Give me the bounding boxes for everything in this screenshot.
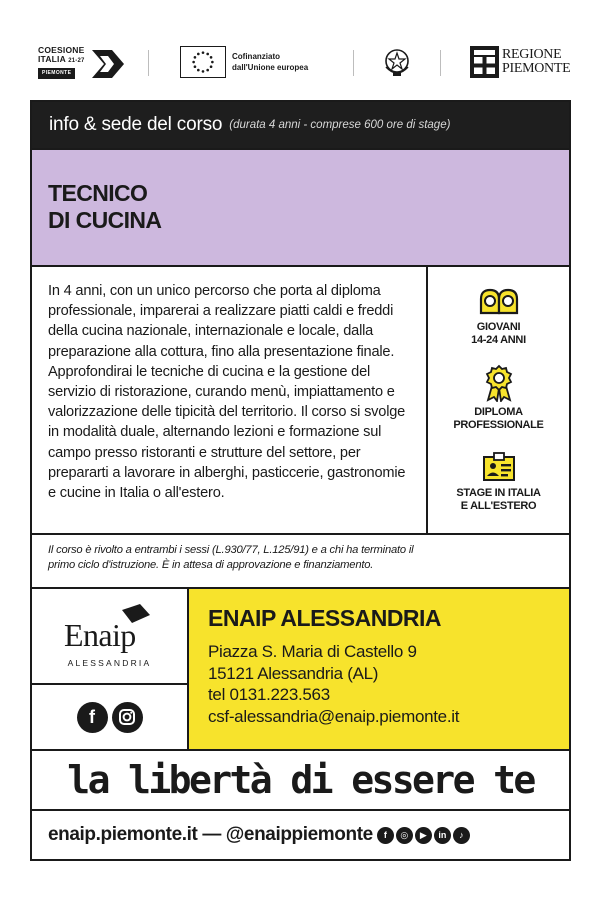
coesione-tag: PIEMONTE — [38, 68, 75, 79]
enaip-logo — [32, 589, 187, 685]
eu-flag-icon — [180, 46, 226, 78]
info-header — [32, 102, 569, 148]
contact-name: ENAIP ALESSANDRIA — [208, 605, 442, 631]
course-description-box — [32, 267, 428, 535]
fact-age — [428, 287, 569, 347]
coesione-italia-logo — [38, 46, 126, 82]
eu-line2: dall'Unione europea — [232, 63, 309, 72]
enaip-social-links — [32, 685, 187, 749]
contact-email[interactable]: csf-alessandria@enaip.piemonte.it — [208, 706, 460, 726]
footer-social-icons — [377, 827, 470, 844]
facebook-icon[interactable]: f — [377, 827, 394, 844]
legal-note — [48, 543, 558, 573]
contact-box — [189, 587, 569, 751]
tiktok-icon[interactable]: ♪ — [453, 827, 470, 844]
italian-republic-emblem-icon — [382, 45, 412, 79]
coesione-line1: COESIONE — [38, 45, 85, 55]
course-facts — [428, 267, 569, 535]
fact-diploma-line1: DIPLOMA — [474, 406, 523, 418]
info-header-title: info & sede del corso — [49, 114, 223, 135]
logo-strip — [30, 40, 575, 88]
enaip-brand-box — [32, 587, 189, 751]
logo-divider — [148, 50, 149, 76]
regione-line2: PIEMONTE — [502, 61, 571, 76]
coesione-years: 21-27 — [68, 58, 85, 64]
fact-age-line2: 14-24 ANNI — [471, 334, 526, 346]
logo-divider — [353, 50, 354, 76]
instagram-icon[interactable]: ◎ — [396, 827, 413, 844]
fact-stage — [428, 451, 569, 513]
fact-diploma — [428, 364, 569, 432]
legal-note-line1: Il corso è rivolto a entrambi i sessi (L.930/77, L.125/91) e a chi ha terminato il — [48, 544, 414, 556]
contact-address: Piazza S. Maria di Castello 9 — [208, 642, 417, 661]
regione-piemonte-logo — [470, 46, 575, 80]
instagram-icon[interactable] — [112, 702, 143, 733]
linkedin-icon[interactable]: in — [434, 827, 451, 844]
course-title — [48, 180, 348, 234]
course-title-band — [32, 148, 569, 267]
id-badge-icon — [482, 451, 516, 483]
award-icon — [482, 364, 516, 402]
course-info-card — [30, 100, 571, 861]
facebook-icon[interactable]: f — [77, 702, 108, 733]
fact-stage-line2: E ALL'ESTERO — [460, 500, 537, 512]
contact-phone[interactable]: tel 0131.223.563 — [208, 685, 330, 704]
course-title-line2: DI CUCINA — [48, 207, 162, 233]
logo-divider — [440, 50, 441, 76]
info-header-subtitle: (durata 4 anni - comprese 600 ore di stage) — [229, 119, 451, 131]
course-title-line1: TECNICO — [48, 180, 148, 206]
legal-note-line2: primo ciclo d'istruzione. È in attesa di approvazione e finanziamento. — [48, 559, 374, 571]
youtube-icon[interactable]: ▶ — [415, 827, 432, 844]
enaip-wordmark: Enaip — [64, 617, 136, 653]
coesione-line2: ITALIA — [38, 54, 66, 64]
enaip-subtitle: ALESSANDRIA — [67, 658, 152, 668]
contact-city: 15121 Alessandria (AL) — [208, 663, 379, 683]
footer — [32, 811, 569, 859]
footer-links[interactable]: enaip.piemonte.it — @enaippiemonte — [48, 824, 373, 845]
piemonte-shield-icon — [470, 46, 499, 78]
course-description: In 4 anni, con un unico percorso che porta al diploma professionale, imparerai a realizzare piatti caldi e freddi della cucina nazionale, internazionale e locale, dalla preparazione alla cottura, fino alla presentazione finale. Approfondirai le tecniche di cucina e la gestione del servizio di ristorazione, curando menù, impiattamento e valorizzazione delle tipicità del territorio. Il corso si svolge in modalità duale, alternando lezioni e formazione sul campo presso ristoranti e strutture del settore, per prepararti a lavorare in alberghi, pasticcerie, gastronomie e cucine in Italia o all'estero. — [48, 283, 406, 502]
fact-stage-line1: STAGE IN ITALIA — [456, 487, 541, 499]
slogan: la libertà di essere te — [32, 751, 569, 811]
fact-age-line1: GIOVANI — [476, 321, 521, 333]
fact-diploma-line2: PROFESSIONALE — [453, 419, 544, 431]
coesione-arrow-icon — [90, 48, 126, 80]
regione-line1: REGIONE — [502, 47, 562, 62]
people-icon — [477, 287, 521, 317]
eu-line1: Cofinanziato — [232, 52, 280, 61]
